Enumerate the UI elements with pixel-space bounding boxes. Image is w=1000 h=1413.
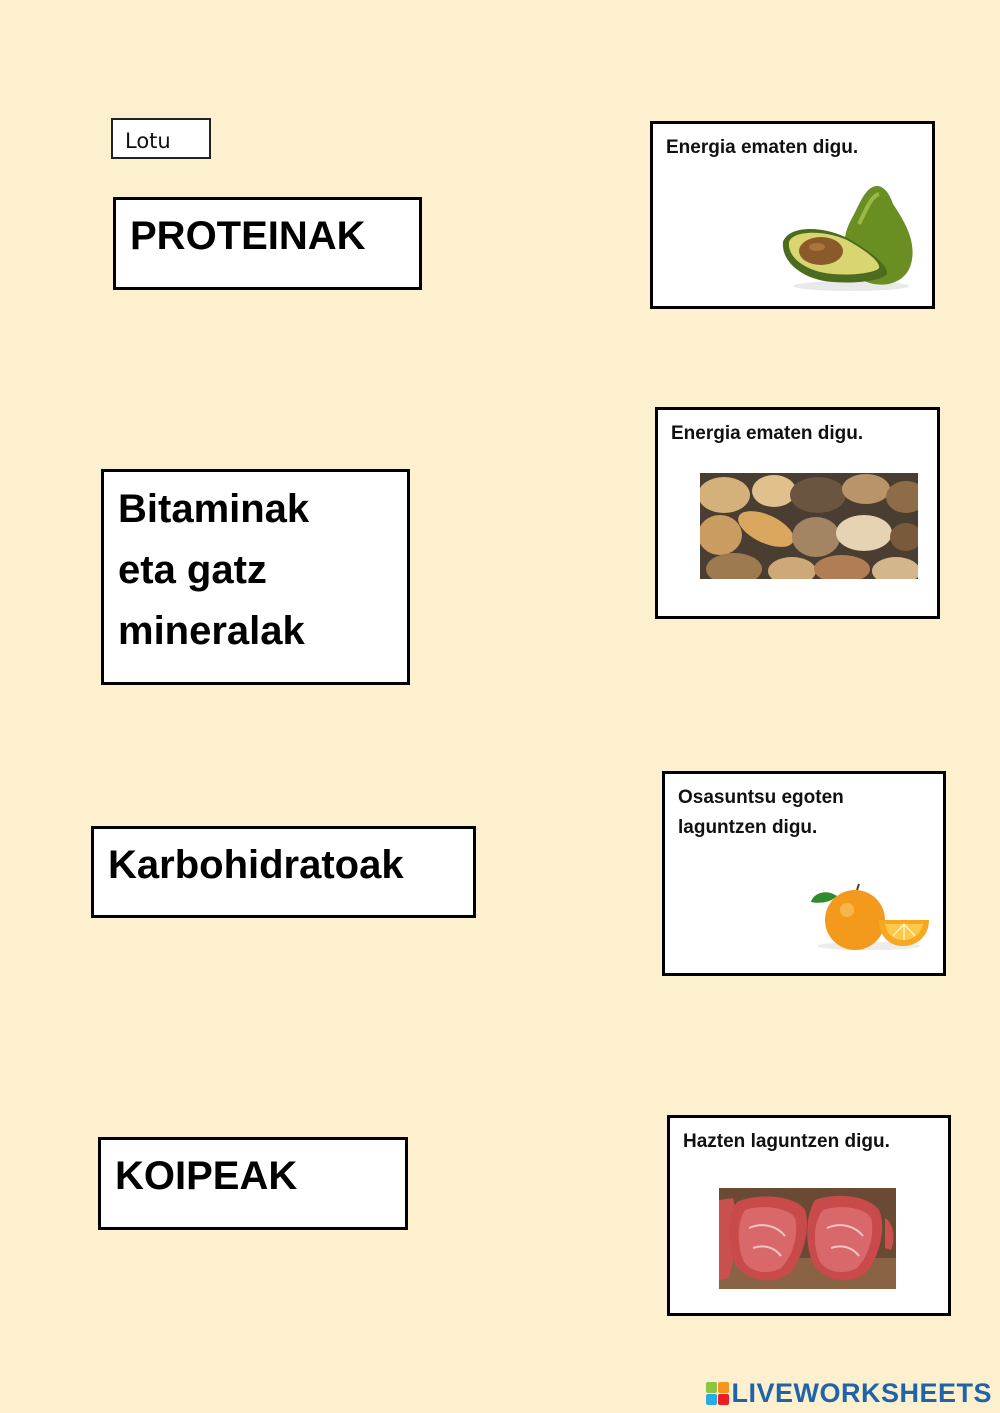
term-line: eta gatz	[118, 548, 267, 592]
term-label: KOIPEAK	[115, 1154, 298, 1198]
card-text: Hazten laguntzen digu.	[683, 1131, 890, 1152]
liveworksheets-logo-icon	[706, 1382, 729, 1405]
watermark-text: LIVEWORKSHEETS	[731, 1377, 992, 1408]
card-meat[interactable]	[667, 1115, 951, 1316]
card-text: laguntzen digu.	[678, 817, 818, 838]
liveworksheets-watermark	[706, 1373, 992, 1413]
term-karbohidratoak[interactable]	[91, 826, 476, 918]
card-avocado[interactable]	[650, 121, 935, 309]
card-text: Energia ematen digu.	[666, 137, 859, 158]
term-line: Bitaminak	[118, 487, 310, 531]
term-proteinak[interactable]	[113, 197, 422, 290]
bread-image	[700, 473, 918, 579]
instruction-label: Lotu	[111, 118, 211, 159]
card-orange[interactable]	[662, 771, 946, 976]
term-bitaminak[interactable]	[101, 469, 410, 685]
card-text: Energia ematen digu.	[671, 423, 864, 444]
orange-image	[809, 880, 933, 952]
term-koipeak[interactable]	[98, 1137, 408, 1230]
card-text: Osasuntsu egoten	[678, 787, 844, 808]
term-line: mineralak	[118, 609, 305, 653]
avocado-image	[779, 182, 919, 294]
term-label: PROTEINAK	[130, 214, 366, 258]
term-label: Karbohidratoak	[108, 843, 404, 887]
card-bread[interactable]	[655, 407, 940, 619]
meat-image	[719, 1188, 896, 1289]
